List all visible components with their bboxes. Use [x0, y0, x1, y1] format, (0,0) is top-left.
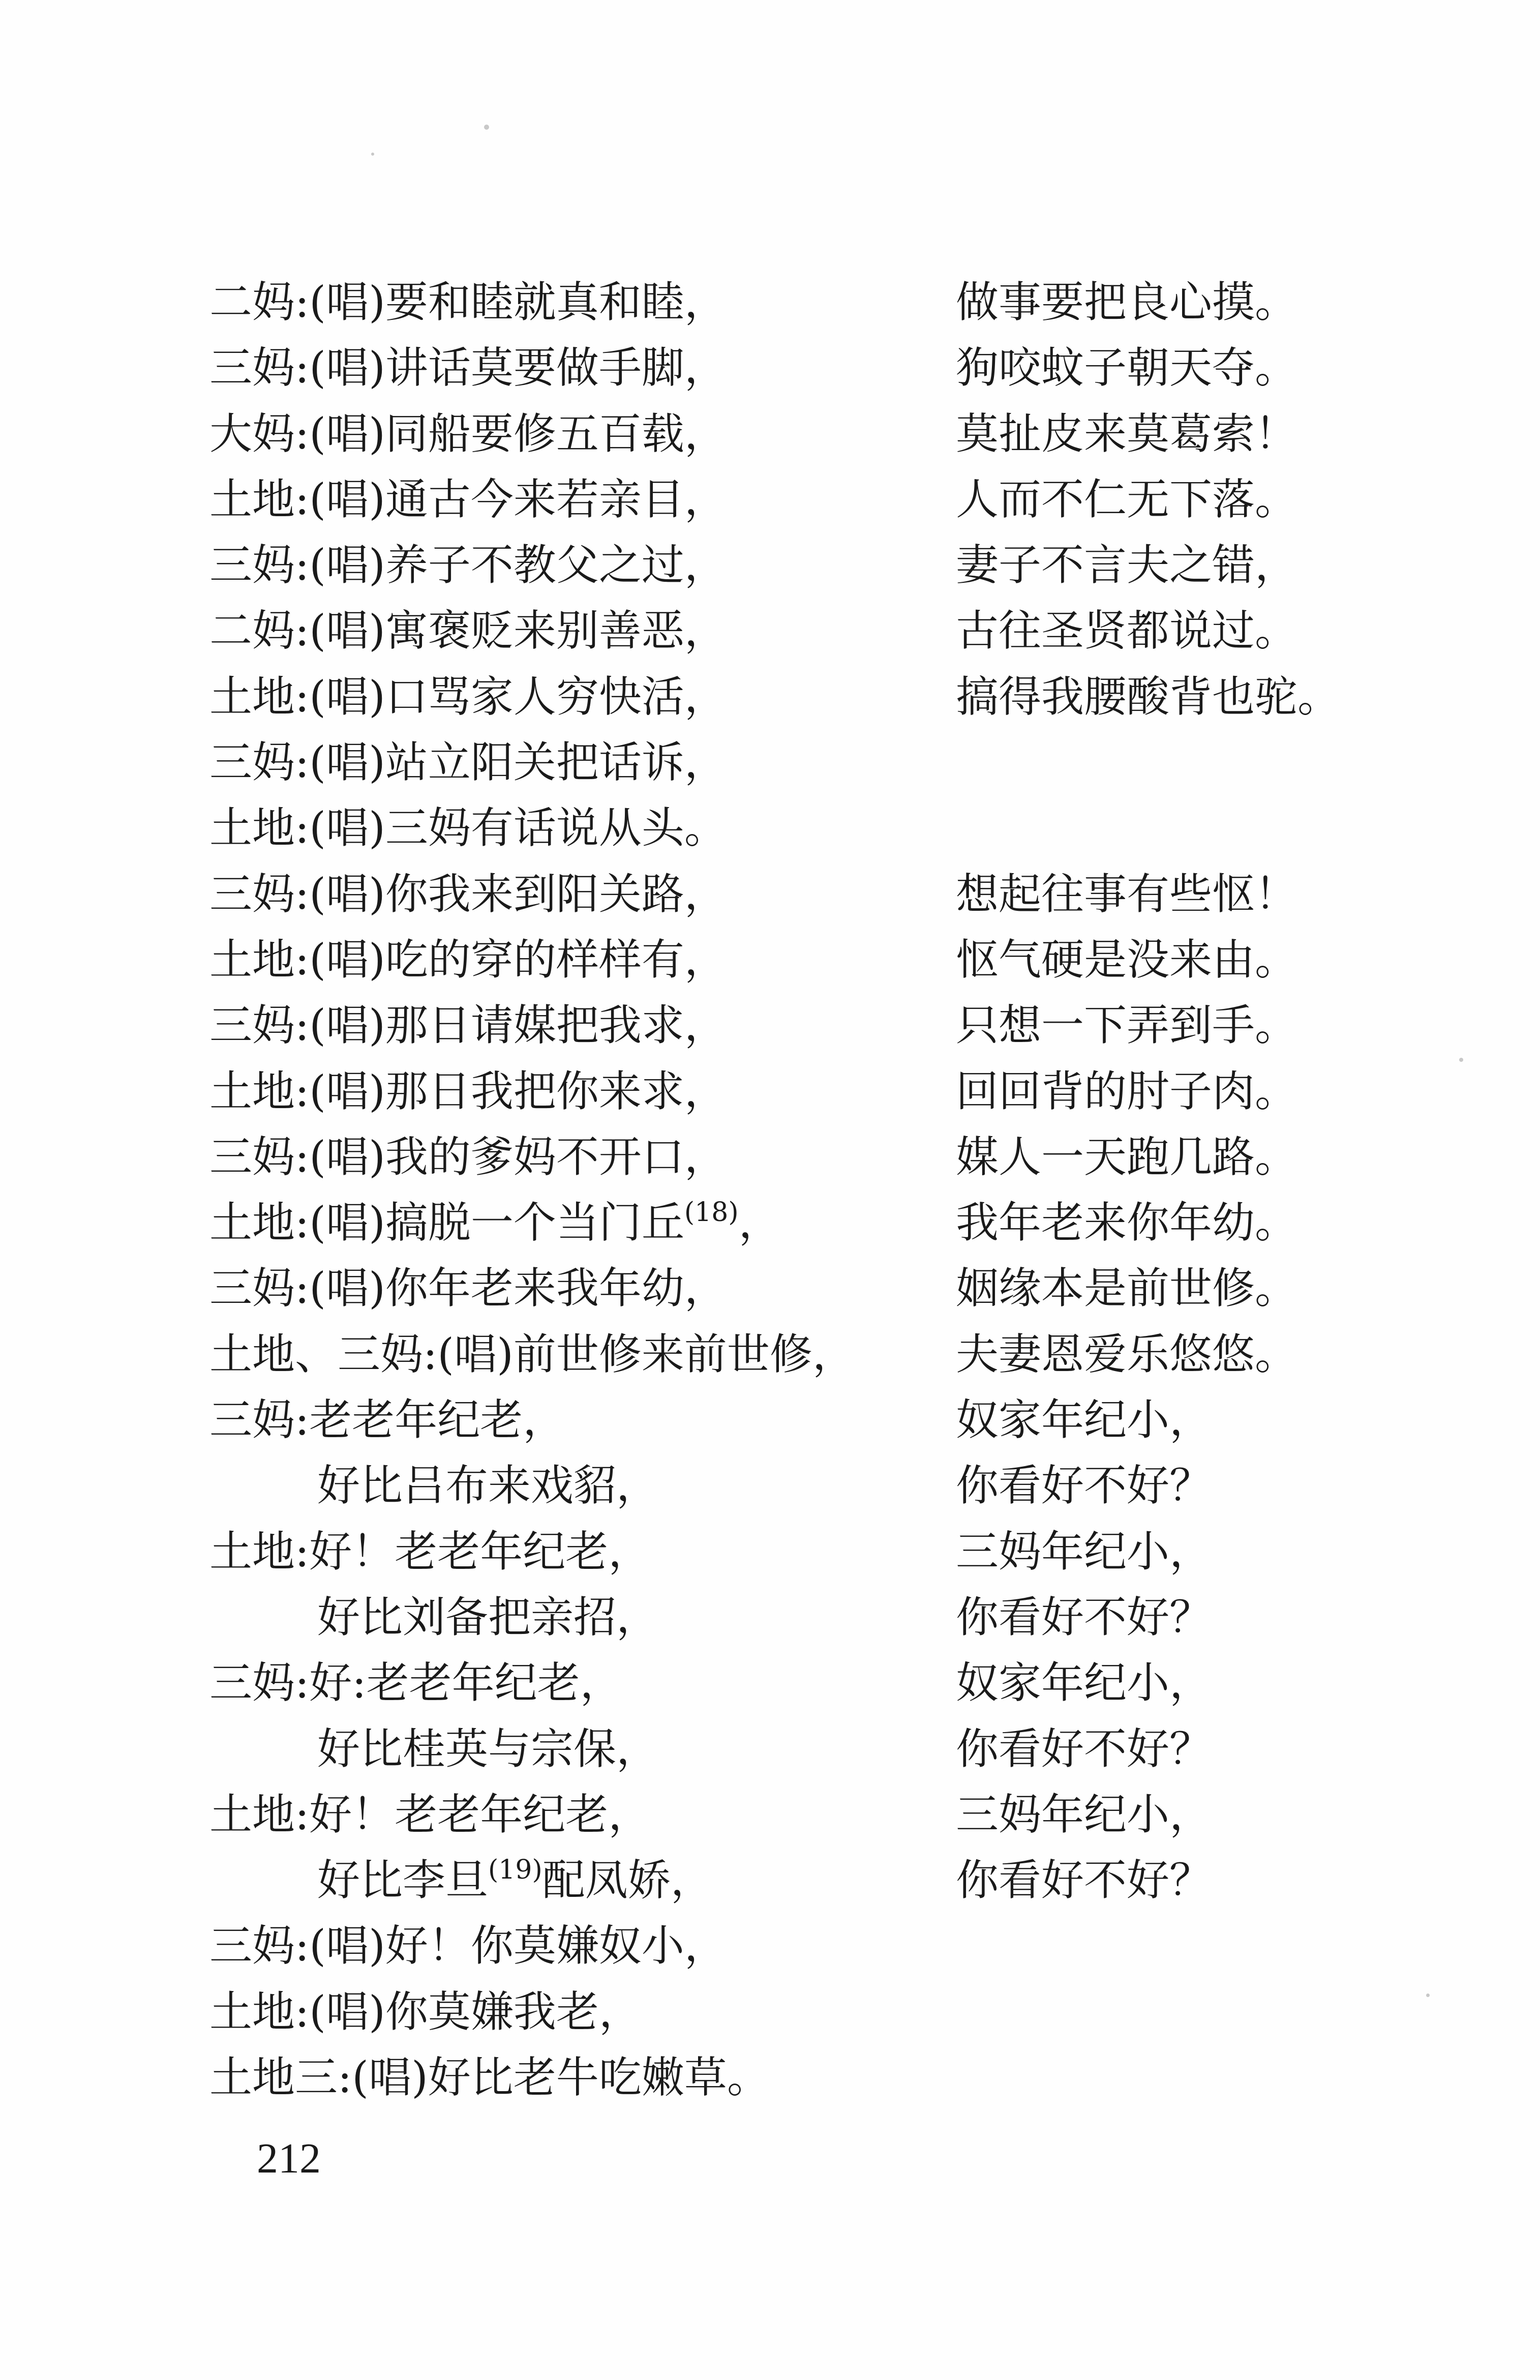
line-left-text: 土地:(唱)你莫嫌我老，: [209, 1986, 642, 2037]
line-left-text-main: 土地:(唱)搞脱一个当门丘: [209, 1198, 684, 1248]
line-left-text: [317, 1848, 713, 1919]
line-left-text: 好比刘备把亲招，: [317, 1592, 659, 1642]
line-right-text: 搞得我腰酸背也驼。: [956, 671, 1341, 722]
line-left-text: 二妈:(唱)寓褒贬来别善恶，: [209, 606, 727, 656]
line-right-text: 我年老来你年幼。: [956, 1198, 1298, 1248]
text-line: [209, 1979, 1379, 2045]
line-left-text: 二妈:(唱)要和睦就真和睦，: [209, 277, 727, 327]
text-line: [209, 1585, 1379, 1650]
line-left-text: 土地:(唱)那日我把你来求，: [209, 1066, 727, 1116]
text-line: [209, 401, 1379, 467]
line-right-text: 妻子不言夫之错，: [956, 540, 1298, 590]
line-left-text: 三妈:(唱)你我来到阳关路，: [209, 869, 727, 919]
line-right-text: 人而不仁无下落。: [956, 474, 1298, 524]
line-right-text: 姻缘本是前世修。: [956, 1263, 1298, 1314]
line-right-text: 奴家年纪小，: [956, 1395, 1213, 1445]
text-line: [209, 1059, 1379, 1124]
line-right-text: 狗咬蚊子朝天夺。: [956, 343, 1298, 393]
text-line: [209, 1716, 1379, 1782]
text-line: [209, 664, 1379, 730]
text-line: [209, 467, 1379, 532]
line-left-text: 土地:好！老老年纪老，: [209, 1526, 651, 1576]
footnote-marker: (19): [488, 1855, 542, 1886]
line-right-text: 你看好不好？: [956, 1461, 1213, 1511]
line-right-text: 三妈年纪小，: [956, 1789, 1213, 1839]
text-line: [209, 1650, 1379, 1716]
text-line: [209, 1453, 1379, 1519]
line-right-text: 奴家年纪小，: [956, 1658, 1213, 1708]
line-left-text: 三妈:(唱)站立阳关把话诉，: [209, 737, 727, 788]
line-left-text: 三妈:好:老老年纪老，: [209, 1658, 623, 1708]
text-line: [209, 1256, 1379, 1321]
print-speck: [484, 125, 489, 130]
text-line: [209, 1782, 1379, 1848]
line-left-text: 三妈:老老年纪老，: [209, 1395, 566, 1445]
line-left-text: 三妈:(唱)养子不教父之过，: [209, 540, 727, 590]
line-left-text: [209, 1190, 781, 1262]
text-line: [209, 861, 1379, 927]
line-left-text-tail: ，: [738, 1198, 781, 1248]
line-left-text: 土地:(唱)口骂家人穷快活，: [209, 671, 727, 722]
line-left-text: 好比吕布来戏貂，: [317, 1461, 659, 1511]
text-line: [209, 1387, 1379, 1453]
line-right-text: 你看好不好？: [956, 1723, 1213, 1774]
line-left-text-main: 好比李旦: [317, 1855, 489, 1906]
text-line: [209, 1322, 1379, 1387]
text-line: [209, 1519, 1379, 1585]
line-right-text: 想起往事有些怄！: [956, 869, 1298, 919]
line-left-text: 好比桂英与宗保，: [317, 1723, 659, 1774]
text-line: [209, 730, 1379, 795]
text-line: [209, 795, 1379, 861]
text-line: [209, 2045, 1379, 2110]
text-line: [209, 532, 1379, 598]
line-right-text: 三妈年纪小，: [956, 1526, 1213, 1576]
line-right-text: 媒人一天跑几路。: [956, 1132, 1298, 1182]
text-line: [209, 927, 1379, 993]
line-left-text: 三妈:(唱)讲话莫要做手脚，: [209, 343, 727, 393]
line-left-text: 土地:(唱)通古今来若亲目，: [209, 474, 727, 524]
print-speck: [1426, 1994, 1430, 1997]
print-speck: [1459, 1058, 1463, 1062]
line-left-text: 三妈:(唱)那日请媒把我求，: [209, 1000, 727, 1051]
print-speck: [371, 153, 374, 156]
line-left-text: 三妈:(唱)好！你莫嫌奴小，: [209, 1921, 727, 1971]
line-right-text: 你看好不好？: [956, 1592, 1213, 1642]
line-right-text: 夫妻恩爱乐悠悠。: [956, 1329, 1298, 1379]
text-line: [209, 1190, 1379, 1256]
line-right-text: 莫扯皮来莫葛索！: [956, 408, 1298, 459]
text-line: [209, 1124, 1379, 1190]
line-right-text: 做事要把良心摸。: [956, 277, 1298, 327]
line-left-text: 土地三:(唱)好比老牛吃嫩草。: [209, 2052, 770, 2103]
line-right-text: 怄气硬是没来由。: [956, 934, 1298, 985]
line-right-text: 回回背的肘子肉。: [956, 1066, 1298, 1116]
line-left-text: 土地:好！老老年纪老，: [209, 1789, 651, 1839]
script-text-block: [209, 270, 1379, 2110]
line-left-text: 三妈:(唱)你年老来我年幼，: [209, 1263, 727, 1314]
line-left-text: 土地、三妈:(唱)前世修来前世修，: [209, 1329, 855, 1379]
line-right-text: 你看好不好？: [956, 1855, 1213, 1906]
line-left-text: 土地:(唱)吃的穿的样样有，: [209, 934, 727, 985]
line-left-text-tail: 配凤娇，: [542, 1855, 713, 1906]
line-left-text: 三妈:(唱)我的爹妈不开口，: [209, 1132, 727, 1182]
text-line: [209, 1913, 1379, 1979]
text-line: [209, 1848, 1379, 1913]
page-number: 212: [257, 2135, 321, 2182]
text-line: [209, 270, 1379, 335]
text-line: [209, 598, 1379, 664]
text-line: [209, 993, 1379, 1058]
line-right-text: 只想一下弄到手。: [956, 1000, 1298, 1051]
text-line: [209, 335, 1379, 401]
line-right-text: 古往圣贤都说过。: [956, 606, 1298, 656]
line-left-text: 大妈:(唱)同船要修五百载，: [209, 408, 727, 459]
footnote-marker: (18): [684, 1197, 739, 1228]
line-left-text: 土地:(唱)三妈有话说从头。: [209, 803, 727, 853]
